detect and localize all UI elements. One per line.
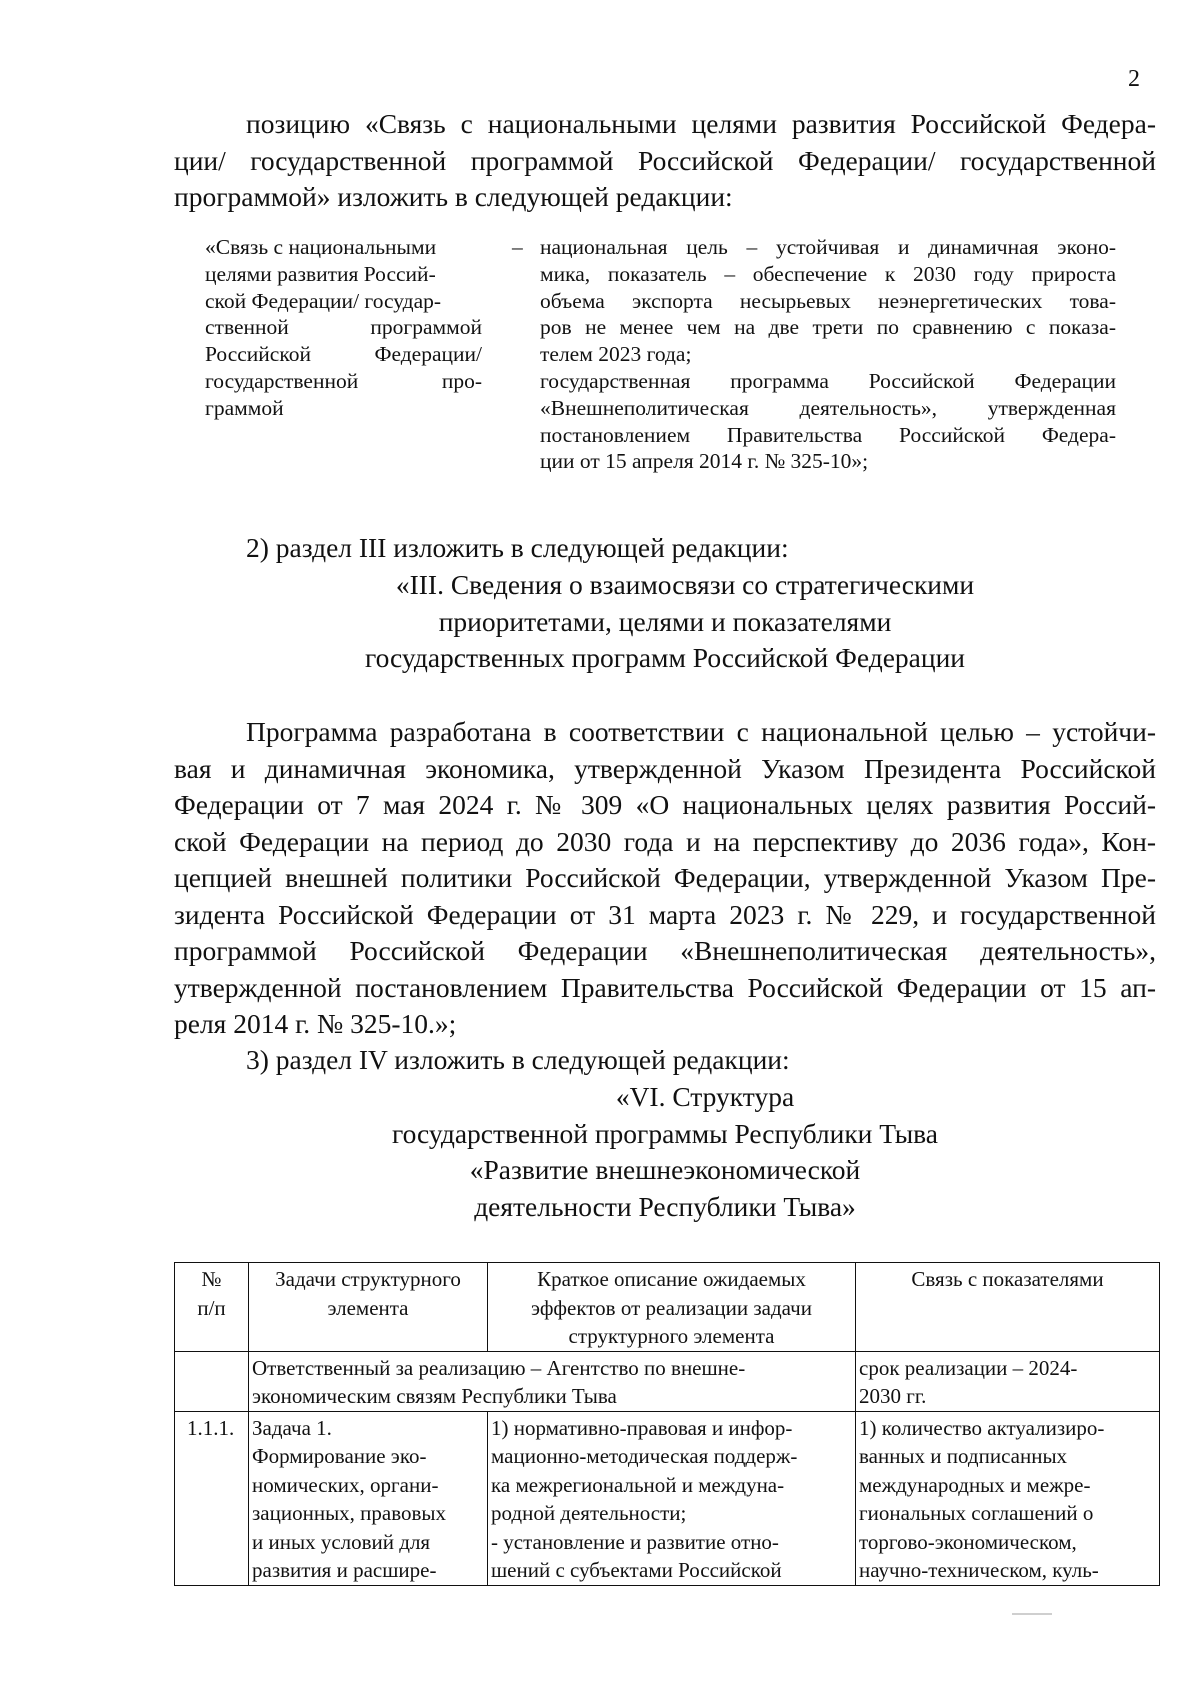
text-line: Программа разработана в соответствии с национальной целью – устойчи- (246, 716, 1156, 747)
text-line: объема экспорта несырьевых неэнергетических това- (540, 288, 1116, 313)
cell-line: гиональных соглашений о (859, 1501, 1094, 1525)
cell-line: Формирование эко- (252, 1444, 427, 1468)
cell-line: - установление и развитие отно- (491, 1529, 779, 1554)
heading-line: государственной программы Республики Тыва (391, 1117, 939, 1149)
cell-line: ка межрегиональной и междуна- (491, 1472, 785, 1497)
heading-line: «VI. Структура (615, 1081, 795, 1112)
heading-line: деятельности Республики Тыва» (474, 1190, 856, 1222)
text-line: телем 2023 года; (540, 342, 692, 367)
text-line: цепцией внешней политики Российской Федерации, утвержденной Указом Пре- (174, 862, 1156, 893)
cell-line: экономическим связям Республики Тыва (252, 1384, 617, 1408)
link-cell (856, 1411, 1160, 1585)
text-line: позицию «Связь с национальными целями развития Российской Федера- (246, 108, 1156, 139)
text-line: государственной про- (205, 368, 482, 393)
header-line: Связь с показателями (911, 1267, 1104, 1291)
item-3-instruction: 3) раздел IV изложить в следующей редакции: (246, 1044, 790, 1075)
structure-table (174, 1262, 1160, 1586)
responsible-cell (249, 1351, 856, 1411)
header-line: № (201, 1267, 222, 1291)
section-vi-heading (174, 1079, 1156, 1225)
text-line: целями развития Россий- (205, 261, 436, 286)
cell-line: развития и расшире- (252, 1558, 437, 1582)
position-label (205, 234, 482, 422)
section-iii-heading (174, 567, 1156, 677)
text-line: ской Федерации на период до 2030 года и на перспективу до 2036 года», Кон- (174, 825, 1156, 857)
text-line: утвержденной постановлением Правительства Российской Федерации от 15 ап- (174, 971, 1156, 1003)
cell-line: родной деятельности; (491, 1501, 687, 1525)
cell-line: номических, органи- (252, 1472, 439, 1497)
heading-line: «Развитие внешнеэкономической (469, 1154, 861, 1185)
text-line: ской Федерации/ государ- (205, 288, 442, 313)
table-cell-empty (175, 1351, 249, 1411)
heading-line: «III. Сведения о взаимосвязи со стратегическими (395, 569, 975, 600)
cell-line: зационных, правовых (252, 1501, 447, 1525)
text-line: граммой (205, 395, 284, 420)
item-2-instruction: 2) раздел III изложить в следующей редакции: (246, 532, 789, 563)
text-line: реля 2014 г. № 325-10.»; (174, 1008, 457, 1039)
cell-line: Ответственный за реализацию – Агентство по внешне- (252, 1355, 746, 1380)
text-line: «Внешнеполитическая деятельность», утвержденная (540, 395, 1116, 420)
header-line: структурного элемента (568, 1324, 775, 1348)
cell-line: срок реализации – 2024- (859, 1355, 1078, 1380)
cell-line: 1) нормативно-правовая и инфор- (491, 1415, 793, 1440)
header-effects (488, 1263, 856, 1352)
cell-line: международных и межре- (859, 1472, 1091, 1497)
cell-line: ванных и подписанных (859, 1444, 1068, 1468)
text-line: программой» изложить в следующей редакции: (174, 181, 733, 212)
scan-mark (1012, 1613, 1052, 1615)
position-value (540, 234, 1116, 475)
position-dash: – (512, 235, 523, 259)
header-tasks (249, 1263, 488, 1352)
text-line: национальная цель – устойчивая и динамичная эконо- (540, 235, 1116, 259)
text-line: вая и динамичная экономика, утвержденной Указом Президента Российской (174, 752, 1156, 784)
text-line: постановлением Правительства Российской Федера- (540, 422, 1116, 447)
cell-line: шений с субъектами Российской (491, 1558, 782, 1582)
page-number: 2 (1128, 66, 1140, 92)
table-row-responsible (175, 1351, 1160, 1411)
cell-line: мационно-методическая поддерж- (491, 1444, 798, 1468)
text-line: государственная программа Российской Федерации (540, 368, 1116, 393)
text-line: ров не менее чем на две трети по сравнению с показа- (540, 315, 1116, 340)
text-line: Российской Федерации/ (205, 342, 482, 367)
task-cell (249, 1411, 488, 1585)
table-header-row (175, 1263, 1160, 1352)
cell-line: 2030 гг. (859, 1384, 927, 1408)
cell-line: и иных условий для (252, 1529, 431, 1554)
text-line: Федерации от 7 мая 2024 г. № 309 «О национальных целях развития Россий- (174, 789, 1156, 820)
header-link (856, 1263, 1160, 1352)
header-line: эффектов от реализации задачи (531, 1295, 812, 1320)
table-row (175, 1411, 1160, 1585)
text-line: ственной программой (205, 315, 482, 340)
cell-line: 1) количество актуализиро- (859, 1415, 1105, 1440)
header-line: элемента (327, 1295, 409, 1320)
term-cell (856, 1351, 1160, 1411)
heading-line: приоритетами, целями и показателями (438, 605, 892, 637)
text-line: зидента Российской Федерации от 31 марта 2023 г. № 229, и государственной (174, 898, 1156, 930)
row-num-cell: 1.1.1. (175, 1411, 249, 1585)
header-line: Краткое описание ожидаемых (537, 1267, 806, 1291)
cell-line: научно-техническом, куль- (859, 1558, 1099, 1582)
cell-line: Задача 1. (252, 1415, 332, 1440)
header-num (175, 1263, 249, 1352)
text-line: «Связь с национальными (205, 235, 437, 259)
intro-paragraph (174, 106, 1156, 216)
text-line: ции от 15 апреля 2014 г. № 325-10»; (540, 449, 869, 474)
text-line: программой Российской Федерации «Внешнеполитическая деятельность», (174, 935, 1156, 966)
header-line: Задачи структурного (275, 1267, 461, 1291)
cell-line: торгово-экономическом, (859, 1529, 1077, 1554)
heading-line: государственных программ Российской Федерации (364, 642, 966, 673)
text-line: мика, показатель – обеспечение к 2030 году прироста (540, 261, 1116, 286)
text-line: ции/ государственной программой Российской Федерации/ государственной (174, 144, 1156, 176)
header-line: п/п (197, 1295, 226, 1320)
program-paragraph (174, 714, 1156, 1043)
effects-cell (488, 1411, 856, 1585)
